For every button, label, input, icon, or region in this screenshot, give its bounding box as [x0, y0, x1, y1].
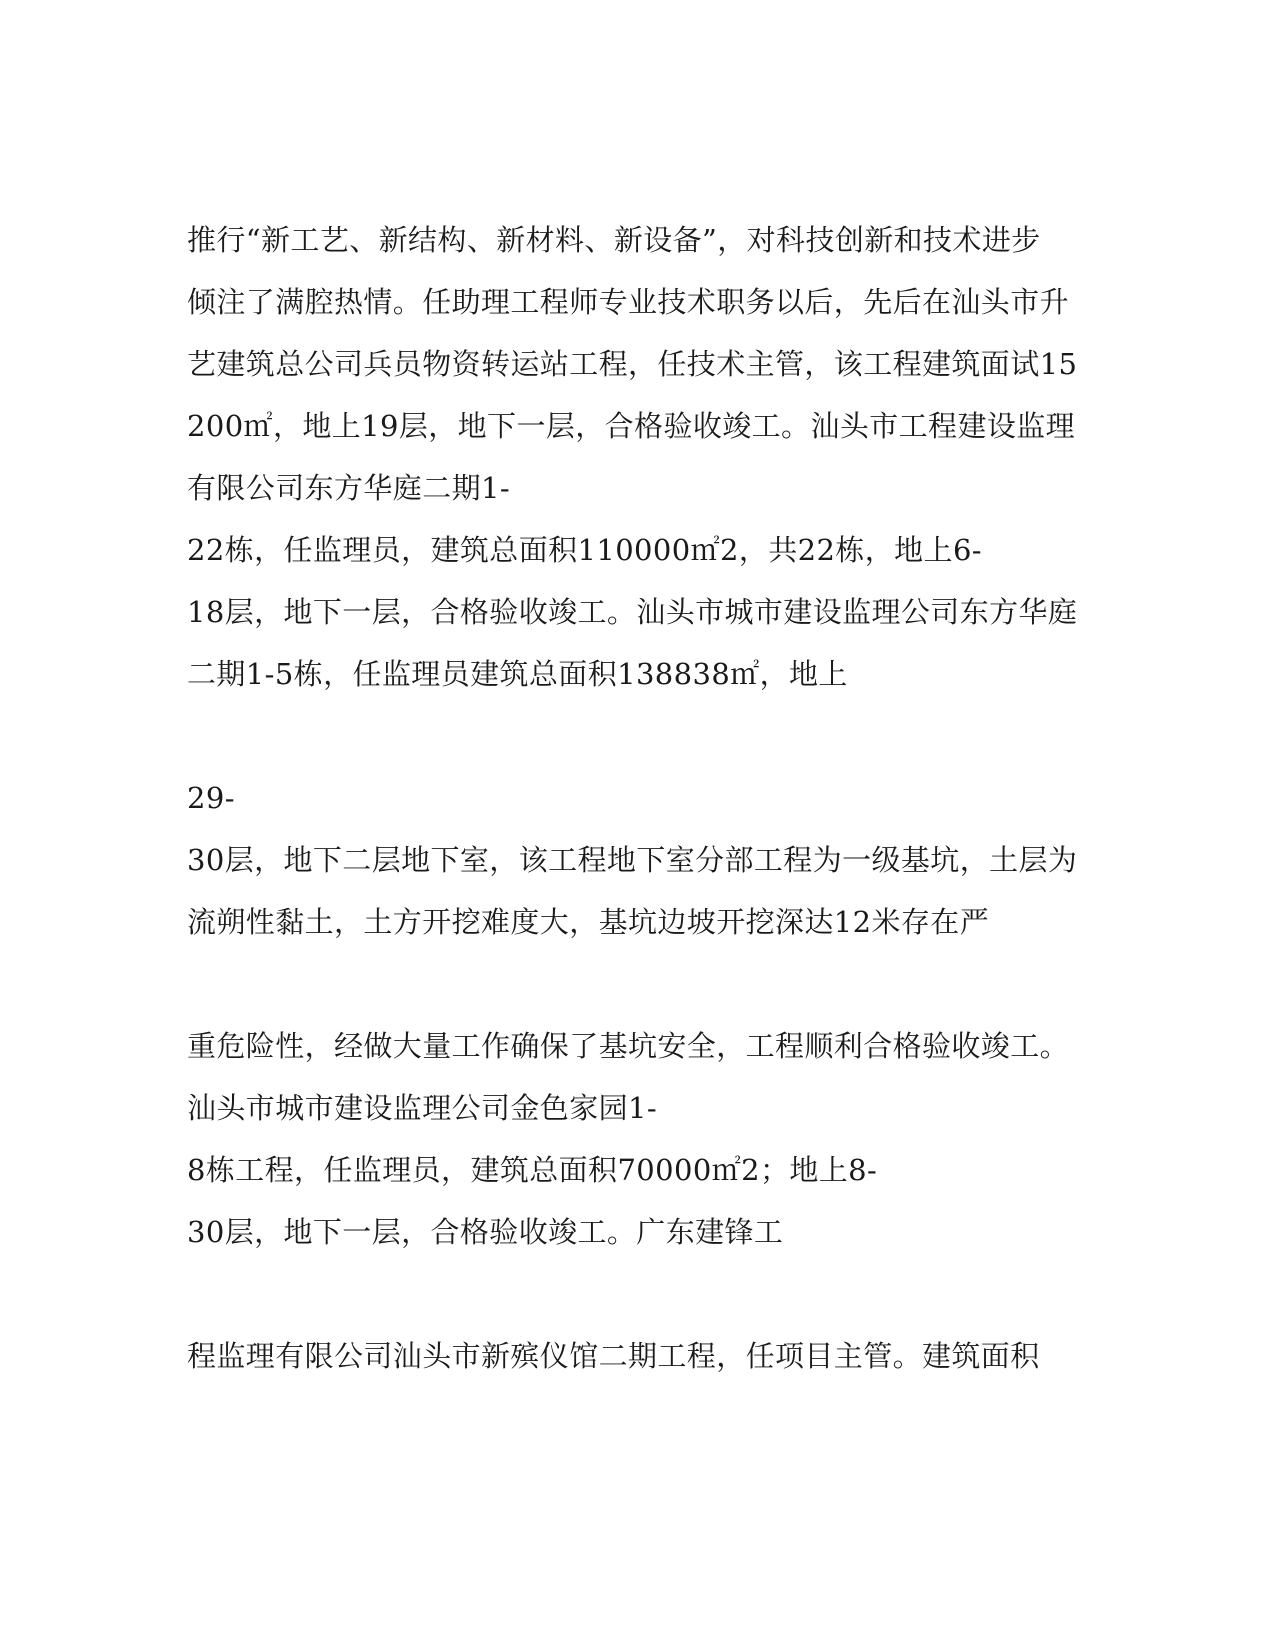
text-line: 8栋工程，任监理员，建筑总面积70000㎡2；地上8-	[187, 1153, 878, 1187]
text-line: 推行“新工艺、新结构、新材料、新设备”，对科技创新和技术进步	[187, 223, 1041, 257]
text-line: 18层，地下一层，合格验收竣工。汕头市城市建设监理公司东方华庭	[187, 595, 1078, 629]
text-line: 程监理有限公司汕头市新殡仪馆二期工程，任项目主管。建筑面积	[187, 1339, 1040, 1373]
text-line: 200㎡，地上19层，地下一层，合格验收竣工。汕头市工程建设监理	[187, 409, 1076, 443]
text-line: 22栋，任监理员，建筑总面积110000㎡2，共22栋，地上6-	[187, 533, 983, 567]
text-line: 流朔性黏土，土方开挖难度大，基坑边坡开挖深达12米存在严	[187, 905, 990, 939]
text-line: 汕头市城市建设监理公司金色家园1-	[187, 1091, 658, 1125]
text-line: 重危险性，经做大量工作确保了基坑安全，工程顺利合格验收竣工。	[187, 1029, 1070, 1063]
text-line: 艺建筑总公司兵员物资转运站工程，任技术主管，该工程建筑面试15	[187, 347, 1078, 381]
text-line: 30层，地下一层，合格验收竣工。广东建锋工	[187, 1215, 784, 1249]
text-line: 二期1-5栋，任监理员建筑总面积138838㎡，地上	[187, 657, 848, 691]
text-line: 29-	[187, 781, 235, 815]
text-line: 倾注了满腔热情。任助理工程师专业技术职务以后，先后在汕头市升	[187, 285, 1070, 319]
text-line: 30层，地下二层地下室，该工程地下室分部工程为一级基坑，土层为	[187, 843, 1078, 877]
text-line: 有限公司东方华庭二期1-	[187, 471, 511, 505]
